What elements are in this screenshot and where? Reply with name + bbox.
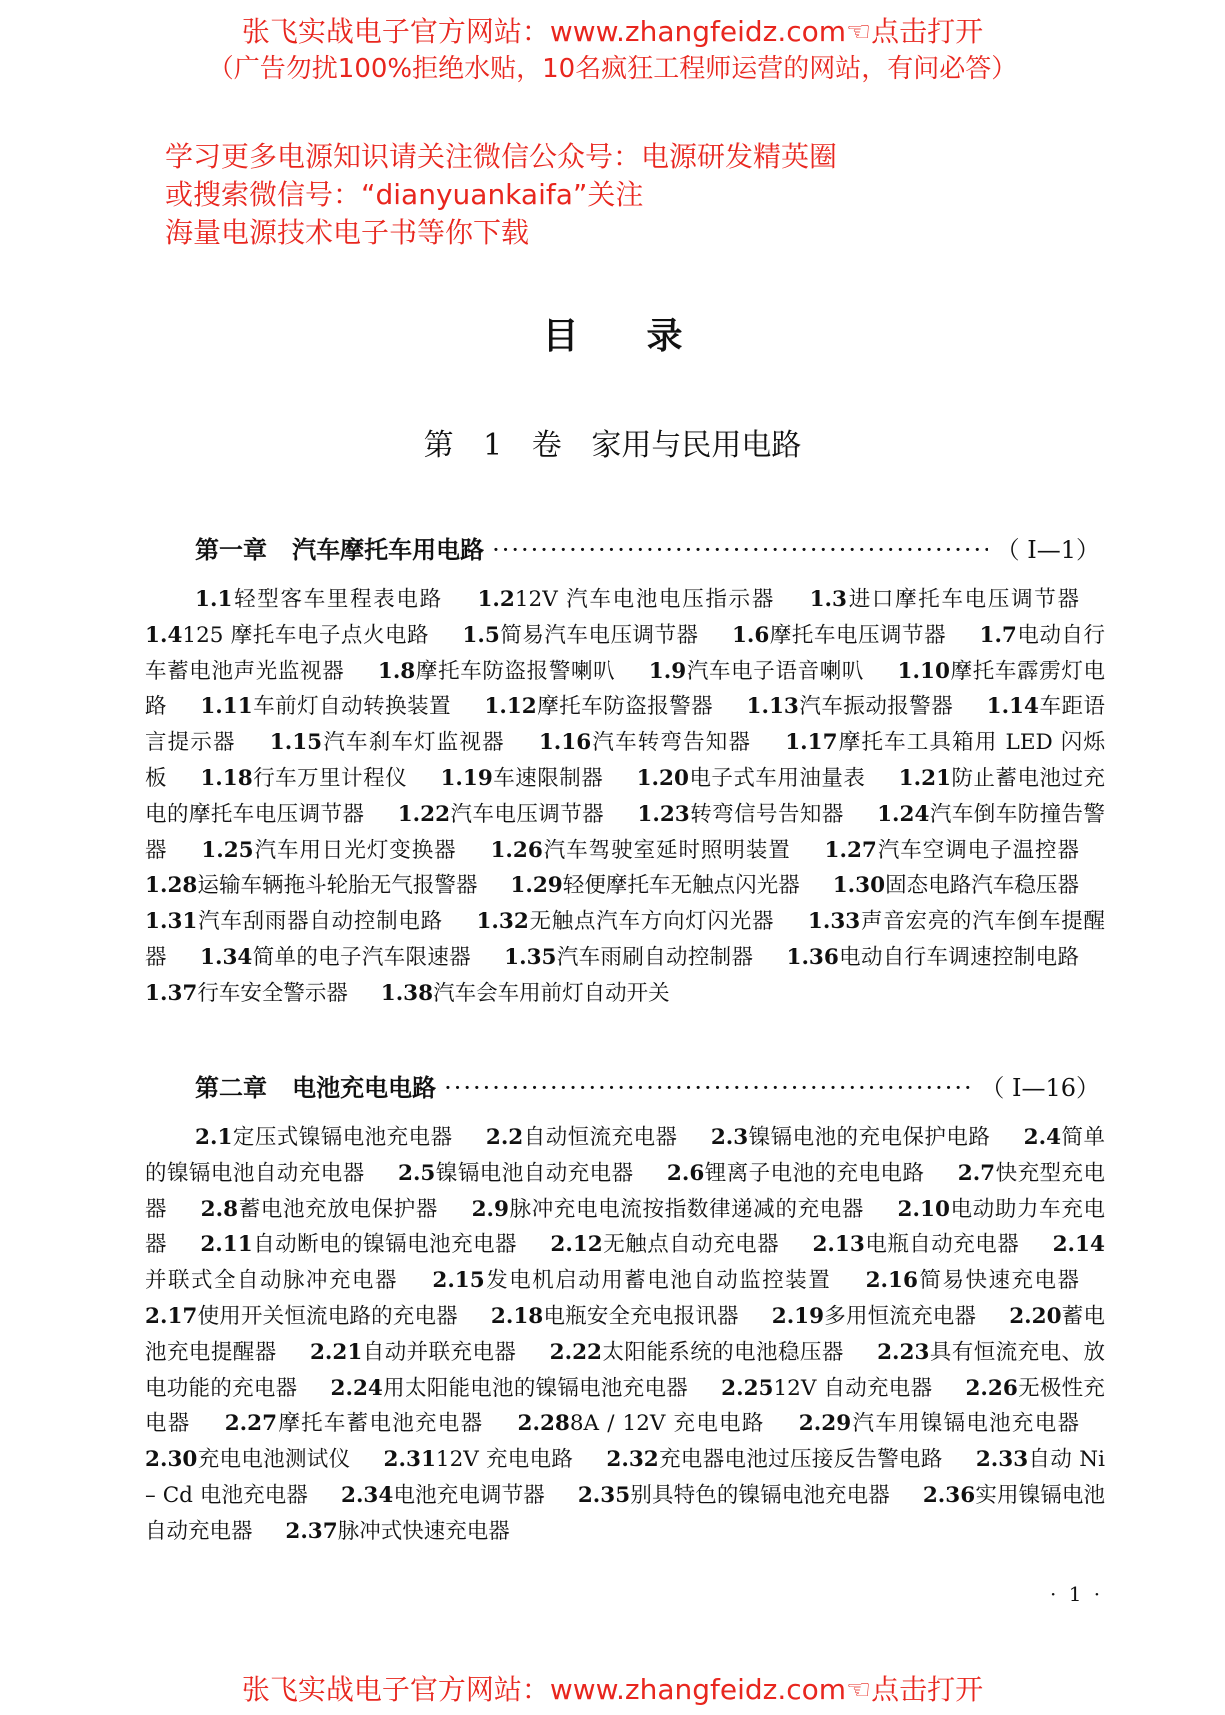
toc-entry-number: 2.37 — [285, 1518, 338, 1544]
toc-entry-number: 2.15 — [432, 1268, 485, 1294]
toc-entry-number: 2.9 — [471, 1196, 509, 1222]
toc-entry-title: 声音宏亮的汽车倒车提醒器 — [145, 909, 1105, 970]
toc-entry-title: 无触点自动充电器 — [602, 1232, 780, 1258]
toc-entry-number: 1.36 — [786, 944, 839, 970]
toc-entry[interactable] — [195, 1125, 453, 1150]
toc-entry-number: 2.14 — [1052, 1232, 1105, 1258]
toc-entry-number: 1.26 — [490, 837, 543, 863]
toc-entry[interactable] — [341, 1483, 545, 1508]
toc-entry-number: 1.22 — [397, 801, 451, 827]
toc-entry[interactable] — [721, 1376, 932, 1401]
toc-entry-title: 电动自行车蓄电池声光监视器 — [145, 622, 1105, 684]
toc-entry-title: 定压式镍镉电池充电器 — [232, 1125, 453, 1150]
toc-entry[interactable] — [812, 1232, 1019, 1257]
toc-entry-number: 1.12 — [484, 694, 537, 720]
toc-entry-number: 1.38 — [380, 980, 434, 1006]
toc-entry-title: 摩托车蓄电池充电器 — [277, 1411, 484, 1437]
toc-entry-number: 1.8 — [377, 658, 416, 684]
toc-entry-number: 1.25 — [201, 837, 254, 863]
toc-entry-title: 简易快速充电器 — [917, 1268, 1079, 1294]
toc-entry-number: 1.17 — [785, 730, 838, 756]
toc-entry-title: 自动断电的镍镉电池充电器 — [252, 1232, 518, 1258]
toc-entry-title: 汽车倒车防撞告警器 — [145, 801, 1105, 863]
toc-entry-title: 车距语言提示器 — [145, 694, 1105, 756]
toc-entry[interactable] — [786, 945, 1078, 970]
toc-entry[interactable] — [504, 945, 753, 970]
toc-entry-title: 电瓶安全充电报讯器 — [543, 1303, 739, 1329]
toc-entry-number: 1.28 — [145, 873, 198, 899]
toc-entry[interactable] — [200, 694, 451, 719]
toc-entry[interactable] — [145, 909, 443, 934]
toc-entry[interactable] — [270, 730, 505, 755]
toc-entry-number: 1.29 — [510, 873, 563, 899]
toc-entry-title: 蓄电池充电提醒器 — [145, 1303, 1105, 1365]
toc-entry-title: 发电机启动用蓄电池自动监控装置 — [484, 1268, 832, 1294]
toc-entry-number: 1.23 — [637, 801, 690, 827]
toc-entry-title: 充电器电池过压接反告警电路 — [658, 1447, 943, 1473]
toc-entry-number: 2.8 — [200, 1196, 239, 1222]
toc-entry[interactable] — [145, 1447, 350, 1472]
toc-entry-title: 125 摩托车电子点火电路 — [182, 622, 430, 648]
toc-entry-title: 轻型客车里程表电路 — [232, 587, 443, 612]
toc-entry[interactable] — [195, 587, 443, 612]
ad-wechat-id: 或搜索微信号：“dianyuankaifa”关注 — [165, 178, 644, 211]
toc-entry-title: 简单的镍镉电池自动充电器 — [145, 1125, 1105, 1186]
toc-entry-number: 1.33 — [807, 909, 861, 935]
toc-entry-number: 2.32 — [606, 1447, 659, 1473]
chapter-page-ref: （ Ⅰ—1） — [995, 536, 1100, 564]
toc-entry[interactable] — [825, 838, 1079, 863]
toc-entry-number: 1.32 — [476, 909, 529, 935]
toc-entry-title: 汽车用日光灯变换器 — [253, 837, 457, 863]
toc-entry-title: 充电电池测试仪 — [197, 1447, 351, 1473]
toc-entry-number: 2.23 — [877, 1339, 930, 1365]
toc-entry-title: 汽车空调电子温控器 — [876, 837, 1079, 863]
toc-entry-title: 多用恒流充电器 — [824, 1303, 977, 1329]
toc-entry-number: 1.6 — [731, 622, 770, 648]
toc-entry[interactable] — [539, 730, 751, 755]
toc-entry-title: 电池充电调节器 — [393, 1482, 545, 1508]
toc-entry-title: 12V 充电电路 — [435, 1447, 574, 1473]
toc-entry-title: 别具特色的镍镉电池充电器 — [630, 1482, 890, 1508]
toc-entry-title: 8A / 12V 充电电路 — [569, 1411, 765, 1437]
toc-entry-number: 2.16 — [865, 1268, 918, 1294]
toc-entry-title: 汽车电子语音喇叭 — [686, 658, 865, 684]
toc-entry-number: 2.12 — [550, 1232, 603, 1258]
toc-entry[interactable] — [384, 1447, 574, 1472]
toc-entry-title: 汽车转弯告知器 — [591, 730, 752, 756]
toc-entry-title: 转弯信号告知器 — [689, 801, 844, 827]
toc-entry-number: 2.26 — [965, 1375, 1018, 1401]
toc-entry-title: 汽车用镍镉电池充电器 — [851, 1411, 1079, 1437]
toc-entry-number: 2.22 — [549, 1339, 602, 1365]
toc-entry-title: 12V 汽车电池电压指示器 — [514, 587, 776, 612]
toc-entry-number: 2.5 — [397, 1160, 436, 1186]
toc-entry-title: 车前灯自动转换装置 — [252, 694, 452, 720]
toc-entry-number: 1.13 — [746, 694, 799, 720]
toc-entry-title: 汽车振动报警器 — [798, 694, 954, 720]
toc-entry-title: 具有恒流充电、放电功能的充电器 — [145, 1339, 1105, 1401]
toc-entry-title: 太阳能系统的电池稳压器 — [602, 1339, 844, 1365]
toc-entry-title: 脉冲充电电流按指数律递减的充电器 — [508, 1196, 865, 1222]
toc-entry[interactable] — [440, 766, 603, 791]
toc-entry-number: 2.21 — [309, 1339, 363, 1365]
toc-entry[interactable] — [649, 659, 864, 684]
toc-entry-number: 1.3 — [809, 587, 847, 612]
toc-entry-number: 2.19 — [771, 1303, 825, 1329]
toc-entry[interactable] — [381, 981, 670, 1006]
toc-entry-number: 1.34 — [200, 944, 253, 970]
toc-entry-title: 摩托车霹雳灯电路 — [145, 658, 1105, 720]
chapter-1-entries — [145, 582, 1105, 1012]
toc-entry[interactable] — [637, 766, 866, 791]
toc-entry-number: 1.7 — [979, 622, 1017, 648]
toc-entry-title: 蓄电池充放电保护器 — [238, 1196, 439, 1222]
ad-ebook-promo: 海量电源技术电子书等你下载 — [165, 216, 530, 249]
toc-entry-number: 2.33 — [975, 1447, 1029, 1473]
toc-entry[interactable] — [200, 766, 407, 791]
toc-entry-number: 1.2 — [477, 587, 515, 612]
toc-entry[interactable] — [472, 1197, 864, 1222]
toc-entry-title: 电子式车用油量表 — [688, 765, 866, 791]
toc-entry-title: 自动并联充电器 — [362, 1339, 517, 1365]
chapter-2-entries — [145, 1120, 1105, 1550]
toc-entry[interactable] — [866, 1268, 1079, 1293]
toc-entry[interactable] — [285, 1519, 509, 1544]
toc-entry-title: 电动助力车充电器 — [145, 1196, 1105, 1258]
toc-entry[interactable] — [145, 981, 348, 1006]
toc-entry-number: 1.5 — [462, 622, 500, 648]
toc-entry-number: 2.25 — [721, 1375, 774, 1401]
toc-entry[interactable] — [486, 1125, 678, 1150]
toc-entry-number: 2.1 — [195, 1125, 233, 1150]
toc-entry-number: 1.30 — [832, 873, 886, 899]
toc-entry-number: 1.24 — [877, 801, 930, 827]
toc-entry[interactable] — [310, 1340, 516, 1365]
toc-entry-title: 轻便摩托车无触点闪光器 — [562, 873, 800, 899]
toc-entry[interactable] — [398, 1161, 634, 1186]
toc-entry[interactable] — [667, 1161, 925, 1186]
toc-entry-number: 2.35 — [577, 1482, 631, 1508]
toc-entry-title: 汽车雨刷自动控制器 — [556, 944, 754, 970]
toc-entry-number: 1.21 — [898, 765, 952, 791]
toc-entry-number: 1.9 — [648, 658, 687, 684]
toc-entry-title: 自动 Ni – Cd 电池充电器 — [145, 1447, 1105, 1508]
toc-entry-number: 2.28 — [517, 1411, 570, 1437]
toc-entry-number: 2.17 — [145, 1303, 198, 1329]
toc-entry-number: 1.10 — [897, 658, 950, 684]
toc-entry-title: 摩托车防盗报警器 — [536, 694, 714, 720]
toc-entry-title: 锂离子电池的充电电路 — [704, 1160, 925, 1186]
toc-entry[interactable] — [510, 873, 799, 898]
toc-entry-title: 电动自行车调速控制电路 — [838, 944, 1079, 970]
toc-entry[interactable] — [145, 873, 478, 898]
toc-entry[interactable] — [225, 1411, 484, 1436]
toc-entry-title: 简单的电子汽车限速器 — [252, 944, 471, 970]
toc-entry-title: 镍镉电池自动充电器 — [435, 1160, 634, 1186]
toc-entry-number: 1.11 — [200, 694, 253, 720]
toc-entry-title: 电瓶自动充电器 — [864, 1232, 1020, 1258]
toc-entry-number: 1.4 — [145, 622, 183, 648]
toc-entry-number: 2.27 — [224, 1411, 278, 1437]
toc-entry-number: 1.16 — [538, 730, 592, 756]
toc-entry[interactable] — [550, 1232, 779, 1257]
toc-entry-title: 12V 自动充电器 — [773, 1375, 933, 1401]
chapter-heading-1[interactable] — [195, 530, 1100, 565]
toc-entry-title: 使用开关恒流电路的充电器 — [197, 1303, 458, 1329]
toc-entry-number: 1.18 — [200, 765, 253, 791]
toc-entry[interactable] — [378, 659, 615, 684]
toc-entry[interactable] — [476, 909, 774, 934]
toc-entry[interactable] — [772, 1304, 976, 1329]
toc-entry-number: 2.10 — [897, 1196, 950, 1222]
toc-entry[interactable] — [799, 1411, 1079, 1436]
toc-entry[interactable] — [833, 873, 1079, 898]
toc-title: 目录 — [542, 315, 751, 357]
toc-entry[interactable] — [398, 802, 604, 827]
toc-entry[interactable] — [201, 838, 456, 863]
toc-entry-number: 1.1 — [195, 587, 233, 612]
toc-entry[interactable] — [200, 945, 471, 970]
toc-entry-number: 2.2 — [485, 1125, 524, 1150]
toc-entry-number: 1.27 — [824, 837, 877, 863]
toc-entry-title: 行车安全警示器 — [197, 980, 348, 1006]
toc-entry[interactable] — [145, 1304, 458, 1329]
toc-entry-number: 1.15 — [269, 730, 323, 756]
toc-entry[interactable] — [491, 1304, 739, 1329]
toc-entry[interactable] — [732, 623, 946, 648]
toc-entry-title: 车速限制器 — [492, 765, 604, 791]
toc-entry-title: 镍镉电池的充电保护电路 — [748, 1125, 991, 1150]
toc-entry-number: 2.29 — [798, 1411, 852, 1437]
toc-entry-number: 2.30 — [145, 1447, 198, 1473]
toc-entry-title: 防止蓄电池过充电的摩托车电压调节器 — [145, 765, 1105, 827]
chapter-title: 第一章 汽车摩托车用电路 — [195, 535, 485, 564]
toc-entry-title: 汽车电压调节器 — [450, 801, 605, 827]
toc-entry-title: 汽车刹车灯监视器 — [322, 730, 505, 756]
toc-entry-title: 汽车刮雨器自动控制电路 — [197, 909, 443, 935]
toc-entry[interactable] — [578, 1483, 890, 1508]
toc-entry-number: 2.36 — [922, 1482, 976, 1508]
toc-entry-number: 2.18 — [490, 1303, 544, 1329]
toc-entry-title: 无触点汽车方向灯闪光器 — [528, 909, 775, 935]
toc-entry[interactable] — [518, 1411, 765, 1436]
toc-entry-number: 2.31 — [383, 1447, 436, 1473]
volume-title: 第 1 卷 家用与民用电路 — [423, 428, 802, 463]
toc-entry-number: 1.31 — [145, 909, 198, 935]
toc-entry[interactable] — [711, 1125, 991, 1150]
toc-entry-number: 2.4 — [1023, 1125, 1062, 1150]
toc-entry-number: 1.20 — [636, 765, 689, 791]
toc-entry-title: 快充型充电器 — [145, 1160, 1105, 1222]
toc-entry-title: 并联式全自动脉冲充电器 — [145, 1268, 399, 1294]
toc-entry-title: 无极性充电器 — [145, 1375, 1105, 1437]
toc-entry-title: 运输车辆拖斗轮胎无气报警器 — [197, 873, 478, 899]
toc-entry-number: 2.24 — [330, 1375, 383, 1401]
ad-wechat-promo: 学习更多电源知识请关注微信公众号：电源研发精英圈 — [165, 140, 838, 173]
toc-entry[interactable] — [201, 1197, 438, 1222]
toc-entry-number: 2.20 — [1009, 1303, 1062, 1329]
toc-entry[interactable] — [462, 623, 698, 648]
toc-entry[interactable] — [200, 1232, 517, 1257]
toc-entry[interactable] — [432, 1268, 831, 1293]
toc-entry-title: 简易汽车电压调节器 — [499, 622, 699, 648]
toc-entry-number: 2.34 — [340, 1482, 394, 1508]
toc-entry[interactable] — [747, 694, 954, 719]
toc-entry-number: 2.13 — [812, 1232, 865, 1258]
toc-entry[interactable] — [606, 1447, 942, 1472]
toc-entry-number: 2.3 — [710, 1125, 749, 1150]
toc-entry-number: 1.37 — [145, 980, 198, 1006]
ad-header-website[interactable]: 张飞实战电子官方网站：www.zhangfeidz.com☜点击打开 — [241, 15, 984, 48]
toc-entry-number: 1.35 — [504, 944, 557, 970]
toc-entry-title: 固态电路汽车稳压器 — [885, 873, 1079, 899]
toc-entry-number: 2.7 — [957, 1160, 996, 1186]
toc-entry-number: 1.19 — [440, 765, 493, 791]
toc-entry-title: 脉冲式快速充电器 — [337, 1518, 510, 1544]
toc-entry-title: 用太阳能电池的镍镉电池充电器 — [382, 1375, 689, 1401]
chapter-title: 第二章 电池充电电路 — [195, 1073, 437, 1102]
toc-entry-title: 汽车驾驶室延时照明装置 — [542, 837, 791, 863]
toc-entry[interactable] — [331, 1376, 688, 1401]
toc-entry-number: 1.14 — [986, 694, 1039, 720]
leader-dots — [444, 1074, 972, 1102]
toc-entry[interactable] — [477, 587, 775, 612]
leader-dots — [492, 536, 988, 564]
toc-entry[interactable] — [810, 587, 1079, 612]
toc-entry[interactable] — [490, 838, 790, 863]
toc-entry[interactable] — [145, 623, 429, 648]
toc-entry-title: 进口摩托车电压调节器 — [847, 587, 1079, 612]
toc-entry[interactable] — [484, 694, 713, 719]
toc-entry-title: 实用镍镉电池自动充电器 — [145, 1482, 1105, 1544]
ad-header-notice: （广告勿扰100%拒绝水贴，10名疯狂工程师运营的网站，有问必答） — [207, 54, 1018, 84]
toc-entry-title: 自动恒流充电器 — [523, 1125, 678, 1150]
toc-entry-number: 2.6 — [666, 1160, 705, 1186]
ad-footer-website[interactable]: 张飞实战电子官方网站：www.zhangfeidz.com☜点击打开 — [241, 1673, 984, 1706]
chapter-page-ref: （ Ⅰ—16） — [980, 1074, 1100, 1102]
toc-entry-number: 2.11 — [200, 1232, 253, 1258]
toc-entry-title: 摩托车工具箱用 LED 闪烁板 — [145, 730, 1105, 791]
toc-entry-title: 汽车会车用前灯自动开关 — [433, 980, 670, 1006]
toc-entry-title: 摩托车防盗报警喇叭 — [415, 658, 616, 684]
toc-entry-title: 摩托车电压调节器 — [769, 622, 947, 648]
toc-entry[interactable] — [550, 1340, 844, 1365]
toc-entry[interactable] — [637, 802, 843, 827]
page-number: · 1 · — [1050, 1582, 1104, 1606]
toc-entry-title: 行车万里计程仪 — [252, 765, 408, 791]
chapter-heading-2[interactable] — [195, 1068, 1100, 1103]
